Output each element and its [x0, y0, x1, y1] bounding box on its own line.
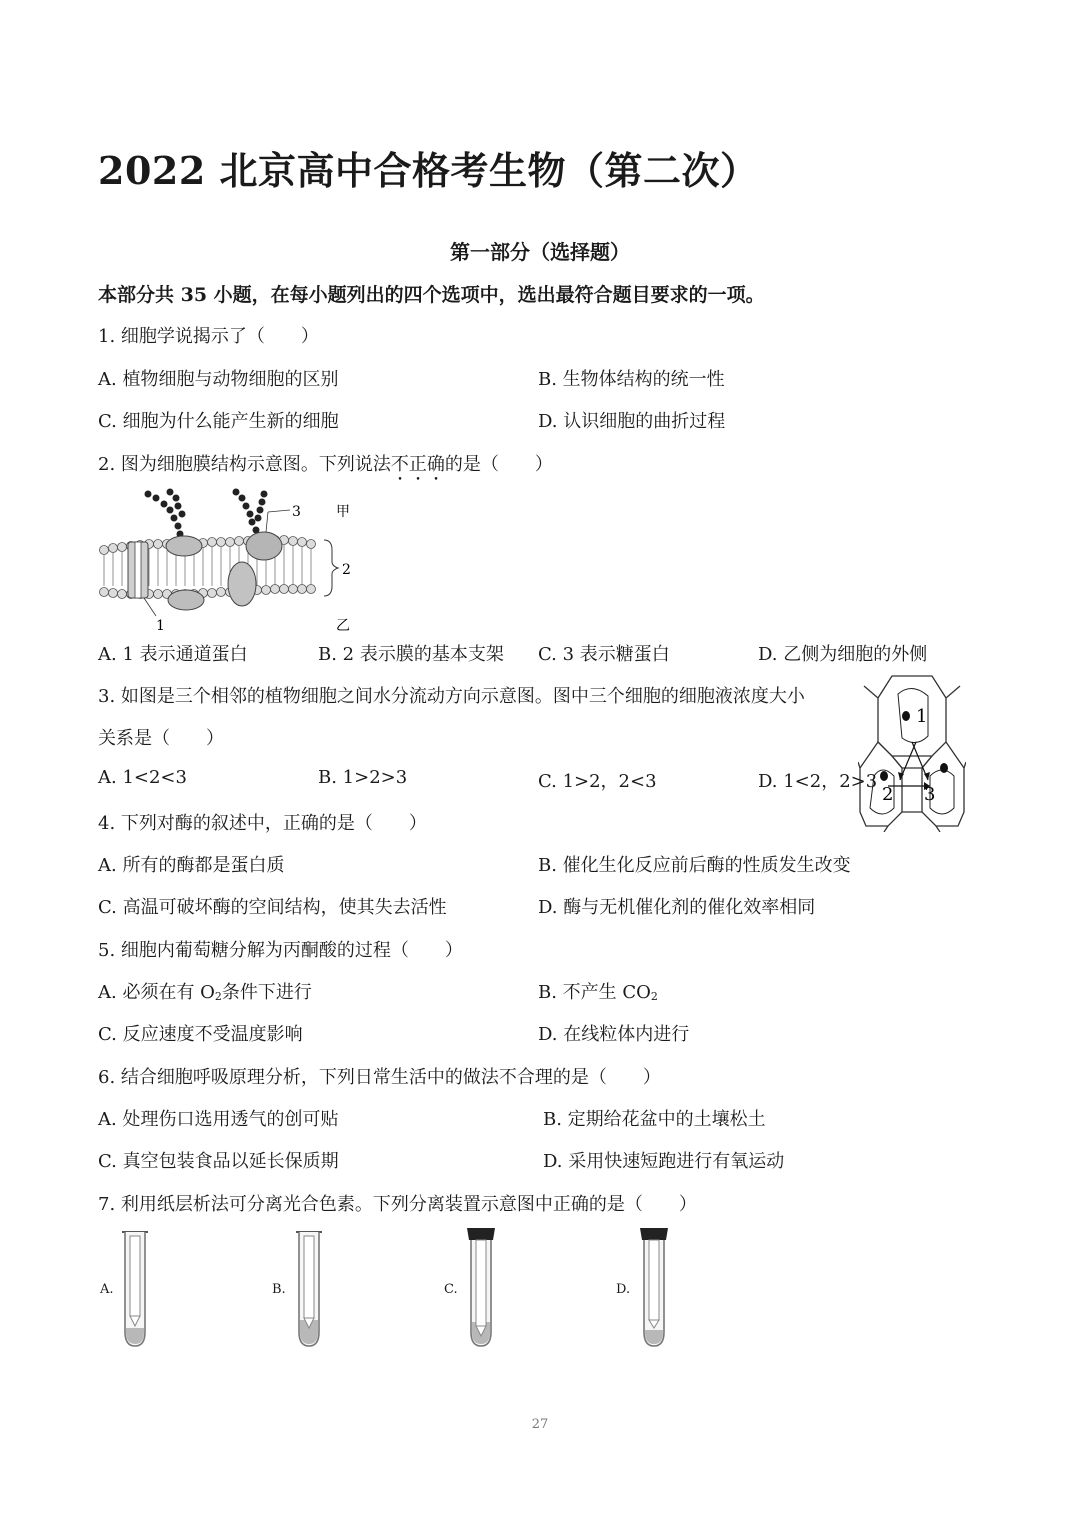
q1-option-a: A. 植物细胞与动物细胞的区别 — [98, 369, 339, 390]
q4-option-d: D. 酶与无机催化剂的催化效率相同 — [538, 897, 816, 918]
q6-option-c: C. 真空包装食品以延长保质期 — [98, 1151, 339, 1172]
q4-option-a: A. 所有的酶都是蛋白质 — [98, 855, 285, 876]
q3-stem-line2: 关系是（ ） — [98, 728, 224, 749]
q5-option-c: C. 反应速度不受温度影响 — [98, 1024, 303, 1045]
q6-stem: 6. 结合细胞呼吸原理分析，下列日常生活中的做法不合理的是（ ） — [98, 1067, 661, 1088]
tube-a — [118, 1228, 152, 1352]
q5-stem: 5. 细胞内葡萄糖分解为丙酮酸的过程（ ） — [98, 940, 463, 961]
q4-stem: 4. 下列对酶的叙述中，正确的是（ ） — [98, 813, 427, 834]
q2-option-c: C. 3 表示糖蛋白 — [538, 644, 670, 665]
q5-option-b: B. 不产生 CO2 — [538, 982, 658, 1003]
q2-stem: 2. 图为细胞膜结构示意图。下列说法不正确的是（ ） — [98, 454, 553, 475]
fig-label-1: 1 — [156, 618, 165, 634]
q5-option-d: D. 在线粒体内进行 — [538, 1024, 690, 1045]
q2-option-a: A. 1 表示通道蛋白 — [98, 644, 248, 665]
q2-option-d: D. 乙侧为细胞的外侧 — [758, 644, 928, 665]
page-title: 2022 北京高中合格考生物（第二次） — [98, 148, 759, 193]
cell-label-3: 3 — [924, 784, 936, 805]
q1-option-b: B. 生物体结构的统一性 — [538, 369, 725, 390]
q3-option-d: D. 1<2，2>3 — [758, 771, 878, 792]
page-number: 27 — [531, 1417, 549, 1432]
q6-option-d: D. 采用快速短跑进行有氧运动 — [543, 1151, 785, 1172]
cell-label-1: 1 — [916, 706, 928, 727]
fig-label-jia: 甲 — [336, 504, 350, 520]
q7-stem: 7. 利用纸层析法可分离光合色素。下列分离装置示意图中正确的是（ ） — [98, 1194, 697, 1215]
plant-cells-figure — [858, 672, 966, 832]
q2-emphasis: 不正确 — [390, 454, 445, 475]
cell-label-2: 2 — [882, 784, 894, 805]
tube-label-c: C. — [444, 1282, 458, 1297]
q6-option-b: B. 定期给花盆中的土壤松土 — [543, 1109, 766, 1130]
q3-option-a: A. 1<2<3 — [98, 767, 187, 788]
instructions: 本部分共 35 小题，在每小题列出的四个选项中，选出最符合题目要求的一项。 — [98, 284, 765, 306]
tube-b — [292, 1228, 326, 1352]
section-heading: 第一部分（选择题） — [450, 240, 630, 264]
q1-option-c: C. 细胞为什么能产生新的细胞 — [98, 411, 339, 432]
q3-option-c: C. 1>2，2<3 — [538, 771, 657, 792]
q4-option-b: B. 催化生化反应前后酶的性质发生改变 — [538, 855, 851, 876]
q2-option-b: B. 2 表示膜的基本支架 — [318, 644, 504, 665]
tube-label-b: B. — [272, 1282, 286, 1297]
tube-label-d: D. — [616, 1282, 631, 1297]
cell-membrane-figure — [96, 486, 366, 634]
q5-option-a: A. 必须在有 O2条件下进行 — [98, 982, 312, 1003]
fig-label-3: 3 — [292, 504, 301, 520]
tube-d — [637, 1226, 671, 1352]
fig-label-2: 2 — [342, 562, 351, 578]
q1-stem: 1. 细胞学说揭示了（ ） — [98, 326, 319, 347]
q3-option-b: B. 1>2>3 — [318, 767, 408, 788]
tube-label-a: A. — [100, 1282, 114, 1297]
q6-option-a: A. 处理伤口选用透气的创可贴 — [98, 1109, 339, 1130]
q4-option-c: C. 高温可破坏酶的空间结构，使其失去活性 — [98, 897, 447, 918]
fig-label-yi: 乙 — [336, 618, 350, 634]
tube-c — [464, 1226, 498, 1352]
q3-stem-line1: 3. 如图是三个相邻的植物细胞之间水分流动方向示意图。图中三个细胞的细胞液浓度大小 — [98, 686, 805, 707]
q1-option-d: D. 认识细胞的曲折过程 — [538, 411, 726, 432]
